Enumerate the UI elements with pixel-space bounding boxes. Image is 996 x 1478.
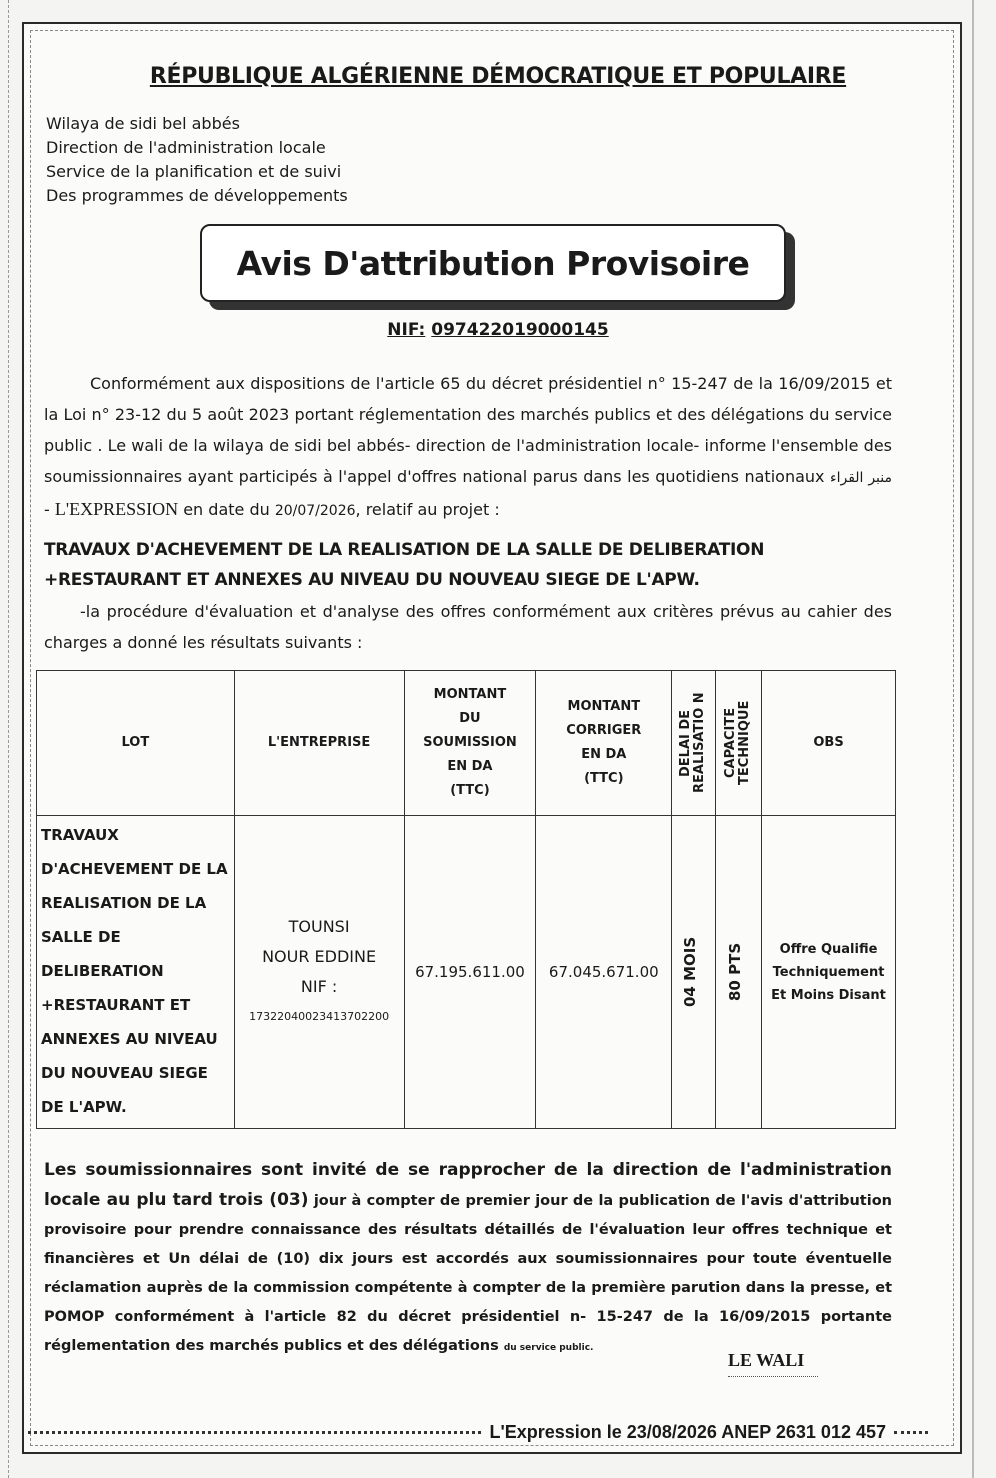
header-delai-text: DELAI DE REALISATIO N [677, 692, 707, 794]
intro-text: Conformément aux dispositions de l'article 65 du décret présidentiel n° 15-247 de la 16/09/2015 et la Loi n° 23-12 du 5 août 2023 portant réglementation des marchés publics et des délégations du service public . Le wali de la wilaya de sidi bel abbés- direction de l'administration locale- informe l'ensemble des soumissionnaires ayant participés à l'appel d'offres national parus dans les quotidiens nationaux [44, 374, 892, 486]
administration-block [46, 112, 348, 208]
header-capacite-text: CAPACITE TECHNIQUE [722, 700, 752, 786]
delai-value: 04 MOIS [680, 936, 699, 1008]
signature-line [728, 1376, 818, 1377]
entreprise-nif-label: NIF : [300, 977, 338, 996]
admin-line-programmes: Des programmes de développements [46, 186, 348, 205]
closing-body: jour à compter de premier jour de la publication de l'avis d'attribution provisoire pour prendre connaissance des résultats détaillés de l'évaluation leur offres technique et financières et Un délai de (10) dix jours est accordés aux soumissionnaires pour toute éventuelle réclamation auprès de la commission compétente à compter de la première parution dans la presse, et POMOP conformément à l'article 82 du décret présidentiel n- 15-247 de la 16/09/2015 portante réglementation des marchés publics et des délégations [44, 1193, 892, 1354]
cell-capacite [716, 816, 762, 1129]
header-entreprise: L'ENTREPRISE [234, 671, 404, 816]
header-ms-5: (TTC) [450, 783, 490, 798]
publication-footer [28, 1420, 928, 1444]
notice-nif [0, 320, 996, 340]
header-mc-1: MONTANT [567, 699, 641, 714]
admin-line-service: Service de la planification et de suivi [46, 162, 342, 181]
lot-line: DU NOUVEAU SIEGE [41, 1064, 208, 1082]
cell-lot [37, 816, 235, 1129]
newspaper-name: L'EXPRESSION [54, 499, 179, 519]
nif-value: 097422019000145 [431, 320, 609, 340]
header-mc-4: (TTC) [584, 771, 624, 786]
admin-line-direction: Direction de l'administration locale [46, 138, 326, 157]
notice-title: Avis D'attribution Provisoire [236, 243, 750, 283]
admin-line-wilaya: Wilaya de sidi bel abbés [46, 114, 240, 133]
intro-dash: - [44, 500, 55, 519]
cell-obs [762, 816, 896, 1129]
table-header-row [37, 671, 896, 816]
footer-dots-left [28, 1431, 481, 1434]
header-capacite [716, 671, 762, 816]
cell-delai [672, 816, 716, 1129]
nif-label: NIF: [387, 320, 426, 340]
cell-entreprise [234, 816, 404, 1129]
header-obs: OBS [762, 671, 896, 816]
closing-tail: du service public. [503, 1343, 594, 1353]
lot-line: D'ACHEVEMENT DE LA [41, 860, 228, 878]
header-montant-corrige [536, 671, 672, 816]
republic-title: RÉPUBLIQUE ALGÉRIENNE DÉMOCRATIQUE ET POPULAIRE [149, 64, 847, 89]
lot-line: SALLE DE [41, 928, 121, 946]
header-ms-3: SOUMISSION [423, 735, 517, 750]
lot-line: DELIBERATION [41, 962, 164, 980]
lot-line: ANNEXES AU NIVEAU [41, 1030, 218, 1048]
capacite-value: 80 PTS [725, 942, 744, 1002]
scan-edge-left [8, 0, 9, 1478]
cell-montant-corrige: 67.045.671.00 [536, 816, 672, 1129]
lot-line: +RESTAURANT ET [41, 996, 191, 1014]
header-ms-4: EN DA [447, 759, 493, 774]
header-lot: LOT [37, 671, 235, 816]
obs-line-2: Techniquement [772, 964, 885, 980]
closing-paragraph [44, 1156, 892, 1363]
obs-line-1: Offre Qualifie [779, 941, 878, 957]
footer-text: L'Expression le 23/08/2026 ANEP 2631 012 457 [489, 1421, 886, 1442]
results-table [36, 670, 896, 1129]
lot-line: DE L'APW. [41, 1098, 127, 1116]
header-mc-3: EN DA [581, 747, 627, 762]
cell-montant-soumission: 67.195.611.00 [404, 816, 536, 1129]
header-mc-2: CORRIGER [566, 723, 642, 738]
publication-date: 20/07/2026 [274, 503, 356, 519]
table-row [37, 816, 896, 1129]
footer-dots-right [894, 1431, 928, 1434]
arabic-newspaper: منبر القراء [830, 470, 892, 486]
header-delai [672, 671, 716, 816]
header-ms-1: MONTANT [433, 687, 507, 702]
lot-line: TRAVAUX [41, 826, 119, 844]
entreprise-name-2: NOUR EDDINE [262, 947, 377, 966]
procedure-paragraph: -la procédure d'évaluation et d'analyse des offres conformément aux critères prévus au cahier des charges a donné les résultats suivants : [44, 602, 892, 652]
header-ms-2: DU [459, 711, 481, 726]
header-montant-soumission [404, 671, 536, 816]
signature: LE WALI [728, 1350, 805, 1370]
entreprise-name-1: TOUNSI [288, 917, 350, 936]
project-title: TRAVAUX D'ACHEVEMENT DE LA REALISATION DE LA SALLE DE DELIBERATION +RESTAURANT ET ANNEXES AU NIVEAU DU NOUVEAU SIEGE DE L'APW. [44, 540, 765, 590]
notice-title-box [200, 224, 786, 302]
lot-line: REALISATION DE LA [41, 894, 207, 912]
intro-paragraph [44, 368, 892, 527]
closing-lead: Les soumissionnaires sont invité de se rapprocher de la direction de l'administration locale au plu tard trois (03) [44, 1160, 892, 1210]
intro-suffix: , relatif au projet : [355, 500, 500, 519]
intro-date-prefix: en date du [178, 500, 275, 519]
obs-line-3: Et Moins Disant [771, 987, 886, 1003]
scan-edge-right [972, 0, 974, 1478]
entreprise-nif: 17322040023413702200 [249, 1010, 390, 1023]
